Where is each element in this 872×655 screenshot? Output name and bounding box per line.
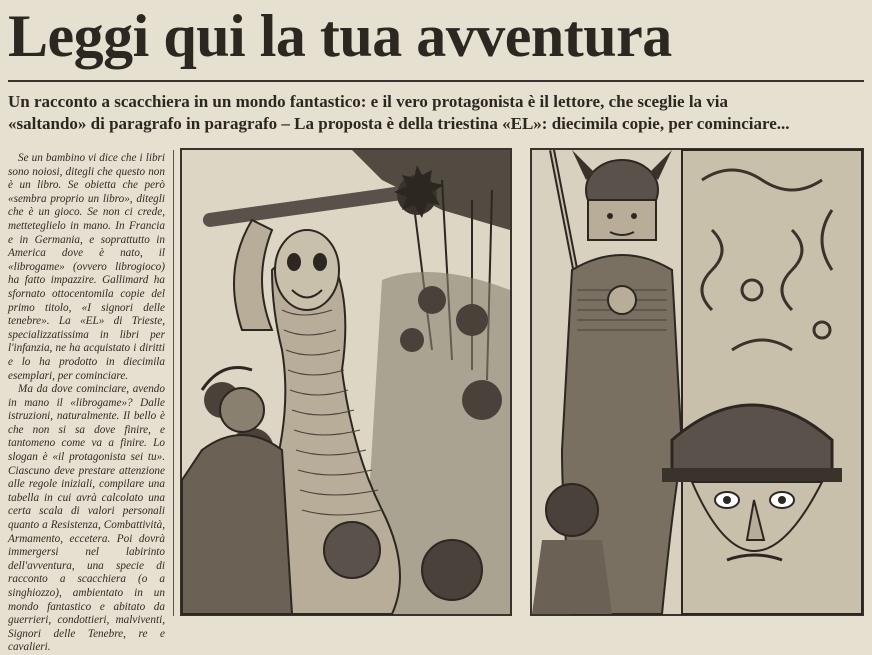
headline: Leggi qui la tua avventura bbox=[8, 3, 672, 69]
soldiers-drawing bbox=[532, 150, 862, 614]
illustration-soldiers bbox=[530, 148, 864, 616]
lizard-warrior-drawing bbox=[182, 150, 510, 614]
article-body bbox=[8, 152, 165, 654]
illustration-lizard-warrior bbox=[180, 148, 512, 616]
subheadline-line-1: Un racconto a scacchiera in un mondo fantastico: e il vero protagonista è il lettore, che sceglie la via bbox=[8, 92, 729, 111]
subheadline bbox=[8, 91, 864, 135]
subheadline-line-2: «saltando» di paragrafo in paragrafo – La proposta è della triestina «EL»: diecimila copie, per cominciare... bbox=[8, 114, 790, 133]
article-paragraph: Se un bambino vi dice che i libri sono noiosi, ditegli che questo non è un libro. Se obietta che però «sembra proprio un libro», ditegli che è un gioco. Se non ci crede, metteteglielo in mano. In Francia e in Germania, e soprattutto in America dove è nato, il «librogame» (ovvero librogioco) ha fatto impazzire. Gallimard ha sfornato ottocentomila copie del primo titolo, «I signori delle tenebre». La «EL» di Trieste, specializzatissima in libri per l'infanzia, ne ha acquistato i diritti e lo ha prodotto in diecimila esemplari, per cominciare. bbox=[8, 152, 165, 382]
headline-rule bbox=[8, 80, 864, 82]
article-paragraph: Ma da dove cominciare, avendo in mano il «librogame»? Dalle istruzioni, naturalmente. Il bello è che non si sa dove finire, e tantomeno come va a finire. Lo slogan è «il protagonista sei tu». Ciascuno deve prestare attenzione alle regole iniziali, compilare una tabella in cui avrà calcolato una certa scala di valori personali quanto a Resistenza, Combattività, Armamento, eccetera. Poi dovrà immergersi nel labirinto dell'avventura, una specie di racconto a scacchiera (o a singhiozzo), ambientato in un mondo fantastico e abitato da guerrieri, condottieri, malviventi, Signori delle Tenebre, re e cavalieri. bbox=[8, 383, 165, 654]
column-divider bbox=[173, 150, 174, 616]
